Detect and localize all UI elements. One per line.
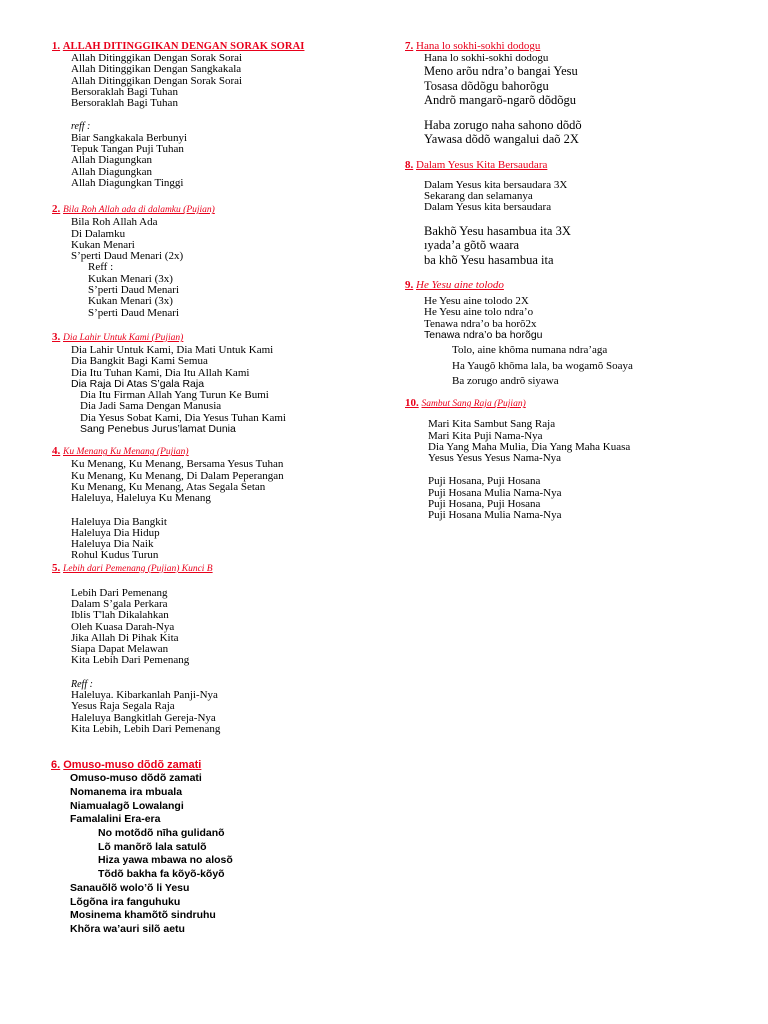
lyric-line: Siapa Dapat Melawan (71, 643, 169, 656)
lyric-line: Haba zorugo naha sahono dõdõ (424, 117, 582, 132)
lyric-line: Haleluya. Kibarkanlah Panji-Nya (71, 689, 218, 702)
lyric-line: Allah Ditinggikan Dengan Sorak Sorai (71, 52, 243, 64)
song-8 (405, 159, 745, 267)
song-5-lyrics (52, 576, 382, 736)
lyric-line: Sekarang dan selamanya (424, 190, 533, 203)
lyric-line: Yesus Raja Segala Raja (71, 700, 175, 713)
lyric-line: Haleluya Bangkitlah Gereja-Nya (71, 711, 216, 724)
lyric-line: Puji Hosana Mulia Nama-Nya (428, 486, 562, 499)
lyric-line: ba khõ Yesu hasambua ita (424, 252, 554, 267)
lyric-line: Sanauõlõ wolo’õ li Yesu (70, 881, 190, 894)
song-1-lyrics (52, 53, 382, 189)
lyric-line: Dalam Yesus kita bersaudara 3X (424, 178, 568, 191)
song-8-heading: 8. Dalam Yesus Kita Bersaudara (405, 158, 548, 171)
lyric-line: He Yesu aine tolodo 2X (424, 295, 529, 308)
lyric-line: Kukan Menari (3x) (88, 295, 173, 308)
lyric-line: Ha Yaugõ khõma lala, ba wogamõ Soaya (452, 359, 633, 372)
right-column (405, 40, 745, 522)
song-6-heading: 6. Omuso-muso dõdõ zamati (51, 759, 202, 772)
lyric-line: Dia Lahir Untuk Kami, Dia Mati Untuk Kami (71, 343, 274, 356)
lyric-line: Jika Allah Di Pihak Kita (71, 631, 179, 644)
lyric-line: Lõgõna ira fanguhuku (70, 895, 181, 908)
lyric-line: Allah Diagungkan (71, 165, 152, 178)
lyric-line: Hiza yawa mbawa no alosõ (98, 854, 233, 867)
reff-label: Reff : (88, 261, 114, 274)
lyric-line: Bersoraklah Bagi Tuhan (71, 97, 178, 110)
lyric-line: Bakhõ Yesu hasambua ita 3X (424, 223, 571, 238)
song-5 (52, 562, 382, 736)
lyric-line: Dalam S’gala Perkara (71, 597, 168, 610)
lyric-line: Khõra wa’auri silõ aetu (70, 922, 185, 935)
lyric-line: S’perti Daud Menari (2x) (71, 250, 184, 263)
lyric-line: Dia Itu Firman Allah Yang Turun Ke Bumi (80, 389, 269, 402)
song-4-heading: 4. Ku Menang Ku Menang (Pujian) (52, 445, 189, 458)
lyric-line: Meno arõu ndra’o bangai Yesu (424, 64, 578, 79)
lyric-line: Bersoraklah Bagi Tuhan (71, 85, 178, 98)
lyric-line: Allah Diagungkan (71, 154, 152, 167)
lyric-line: Dia Yang Maha Mulia, Dia Yang Maha Kuasa (428, 440, 631, 453)
lyric-line: Tõdõ bakha fa kõyõ-kõyõ (98, 868, 225, 881)
left-column (52, 40, 382, 937)
song-9 (405, 279, 745, 387)
song-6-lyrics (51, 772, 382, 936)
song-4-lyrics (52, 459, 382, 561)
lyric-line: Kukan Menari (71, 238, 135, 251)
lyric-line: Tenawa ndra’o ba horõgu (424, 329, 543, 342)
song-3-lyrics (52, 345, 382, 435)
song-5-heading: 5. Lebih dari Pemenang (Pujian) Kunci B (52, 561, 213, 574)
song-8-lyrics (405, 172, 745, 267)
lyric-line: S’perti Daud Menari (88, 306, 180, 319)
lyric-line: Kukan Menari (3x) (88, 272, 173, 285)
song-2-lyrics (52, 217, 382, 319)
lyric-line: S’perti Daud Menari (88, 284, 180, 297)
song-2-heading: 2. Bila Roh Allah ada di dalamku (Pujian) (52, 203, 215, 216)
song-4 (52, 445, 382, 561)
song-6 (51, 759, 382, 936)
song-10-heading: 10. Sambut Sang Raja (Pujian) (405, 397, 526, 410)
lyric-line: Puji Hosana, Puji Hosana (428, 475, 541, 488)
lyric-line: Dia Bangkit Bagi Kami Semua (71, 355, 208, 368)
song-9-heading: 9. He Yesu aine tolodo (405, 279, 504, 292)
lyric-line: Mari Kita Puji Nama-Nya (428, 429, 543, 442)
lyric-line: He Yesu aine tolo ndra’o (424, 306, 534, 319)
lyric-line: Famalalini Era-era (70, 813, 161, 826)
lyric-line: Ku Menang, Ku Menang, Di Dalam Peperangan (71, 469, 284, 482)
lyric-line: Oleh Kuasa Darah-Nya (71, 620, 175, 633)
lyric-line: Dia Raja Di Atas S’gala Raja (71, 377, 205, 390)
lyric-line: Tenawa ndra’o ba horõ2x (424, 317, 537, 330)
lyric-line: Tosasa dõdõgu bahorõgu (424, 78, 549, 93)
lyric-line: Tolo, aine khõma numana ndra’aga (452, 344, 608, 357)
song-3-heading: 3. Dia Lahir Untuk Kami (Pujian) (52, 330, 184, 343)
lyric-line: Ku Menang, Ku Menang, Bersama Yesus Tuhan (71, 458, 284, 471)
lyric-line: Dalam Yesus kita bersaudara (424, 201, 552, 214)
lyric-line: Bila Roh Allah Ada (71, 216, 158, 229)
lyric-line: No motõdõ nīha gulidanõ (98, 827, 225, 840)
lyric-line: Kita Lebih Dari Pemenang (71, 654, 190, 667)
song-7 (405, 40, 745, 147)
lyric-line: Niamualagõ Lowalangi (70, 799, 184, 812)
lyric-line: Biar Sangkakala Berbunyi (71, 131, 188, 144)
song-9-lyrics (405, 292, 745, 387)
song-2 (52, 203, 382, 319)
lyric-line: Ku Menang, Ku Menang, Atas Segala Setan (71, 480, 266, 493)
lyric-line: Haleluya Dia Hidup (71, 526, 160, 539)
lyric-line: Nomanema ira mbuala (70, 785, 183, 798)
lyric-line: Allah Ditinggikan Dengan Sorak Sorai (71, 74, 243, 87)
lyric-line: Sang Penebus Jurus’lamat Dunia (80, 423, 236, 436)
lyric-line: Haleluya Dia Bangkit (71, 515, 167, 528)
lyric-line: Hana lo sokhi-sokhi dodogu (424, 52, 549, 64)
lyric-line: ıyada’a gõtõ waara (424, 238, 520, 253)
lyric-line: Tepuk Tangan Puji Tuhan (71, 143, 184, 156)
lyric-line: Haleluya, Haleluya Ku Menang (71, 492, 211, 505)
lyric-line: Lebih Dari Pemenang (71, 586, 168, 599)
song-10 (405, 397, 745, 521)
song-7-lyrics (405, 53, 745, 147)
lyric-line: Allah Diagungkan Tinggi (71, 176, 184, 189)
reff-label: Reff : (71, 678, 93, 690)
lyric-line: Mosinema khamõtõ sindruhu (70, 909, 216, 922)
lyric-line: Puji Hosana, Puji Hosana (428, 498, 541, 511)
lyric-line: Di Dalamku (71, 227, 126, 240)
song-10-lyrics (405, 411, 745, 521)
lyric-line: Puji Hosana Mulia Nama-Nya (428, 509, 562, 522)
lyric-line: Mari Kita Sambut Sang Raja (428, 418, 556, 431)
lyric-line: Iblis T'lah Dikalahkan (71, 609, 169, 622)
song-3 (52, 331, 382, 435)
lyric-line: Haleluya Dia Naik (71, 538, 154, 551)
lyric-line: Dia Itu Tuhan Kami, Dia Itu Allah Kami (71, 366, 250, 379)
lyric-line: Dia Jadi Sama Dengan Manusia (80, 400, 222, 413)
lyric-line: Kita Lebih, Lebih Dari Pemenang (71, 722, 221, 735)
lyric-line: Ba zorugo andrõ siyawa (452, 374, 559, 387)
lyric-line: Omuso-muso dõdõ zamati (70, 772, 202, 785)
song-1-heading: 1. ALLAH DITINGGIKAN DENGAN SORAK SORAI (52, 41, 305, 52)
lyric-line: Andrõ mangarõ-ngarõ dõdõgu (424, 93, 577, 108)
lyric-line: Dia Yesus Sobat Kami, Dia Yesus Tuhan Kami (80, 411, 286, 424)
song-7-heading: 7. Hana lo sokhi-sokhi dodogu (405, 40, 541, 52)
song-1 (52, 40, 382, 189)
lyric-line: Yesus Yesus Yesus Nama-Nya (428, 452, 562, 465)
lyric-line: Allah Ditinggikan Dengan Sangkakala (71, 63, 242, 76)
lyric-line: Rohul Kudus Turun (71, 549, 159, 562)
lyric-line: Lõ manõrõ lala satulõ (98, 840, 207, 853)
reff-label: reff : (71, 121, 91, 133)
lyric-line: Yawasa dõdõ wangalui daõ 2X (424, 132, 579, 147)
